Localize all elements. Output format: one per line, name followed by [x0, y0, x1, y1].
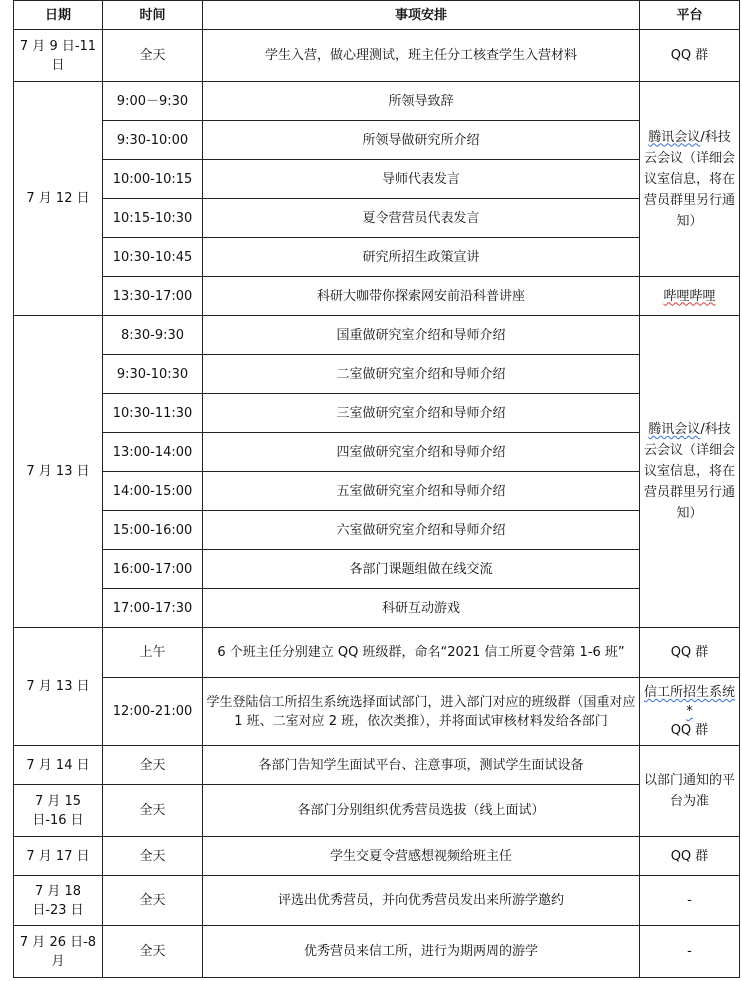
time-cell: 上午: [103, 628, 203, 678]
header-time: 时间: [103, 1, 203, 30]
event-cell: 6 个班主任分别建立 QQ 班级群，命名“2021 信工所夏令营第 1-6 班”: [203, 628, 640, 678]
platform-cell: [640, 277, 740, 316]
event-cell: 科研互动游戏: [203, 589, 640, 628]
platform-bilibili: 哔哩哔哩: [663, 288, 716, 304]
platform-meeting-name: 腾讯会议: [648, 422, 701, 437]
time-cell: 全天: [103, 746, 203, 785]
time-cell: 全天: [103, 30, 203, 82]
platform-recruit-system: 信工所招生系统*: [643, 685, 735, 719]
event-cell: 夏令营营员代表发言: [203, 199, 640, 238]
date-cell: 7 月 9 日-11 日: [14, 30, 103, 82]
platform-cell: [640, 316, 740, 628]
time-cell: 13:30-17:00: [103, 277, 203, 316]
time-cell: 8:30-9:30: [103, 316, 203, 355]
platform-qq: QQ 群: [670, 723, 709, 738]
date-cell: 7 月 26 日-8 月: [14, 926, 103, 978]
table-row: [14, 160, 740, 199]
table-row: [14, 394, 740, 433]
event-cell: 优秀营员来信工所，进行为期两周的游学: [203, 926, 640, 978]
event-cell: 所领导做研究所介绍: [203, 121, 640, 160]
table-row: [14, 511, 740, 550]
table-header-row: [14, 1, 740, 30]
schedule-table: [13, 0, 740, 978]
table-row: [14, 472, 740, 511]
time-cell: 16:00-17:00: [103, 550, 203, 589]
table-row: [14, 837, 740, 876]
event-cell: 所领导致辞: [203, 82, 640, 121]
event-cell: 各部门分别组织优秀营员选拔（线上面试）: [203, 785, 640, 837]
header-date: 日期: [14, 1, 103, 30]
date-cell: 7 月 13 日: [14, 316, 103, 628]
table-row: [14, 589, 740, 628]
event-cell: 导师代表发言: [203, 160, 640, 199]
platform-cell: QQ 群: [640, 628, 740, 678]
platform-meeting-detail: /科技云会议（详细会议室信息，将在营员群里另行通知）: [643, 422, 735, 521]
platform-meeting-name: 腾讯会议: [648, 129, 701, 145]
date-cell: 7 月 13 日: [14, 628, 103, 746]
date-cell: 7 月 15 日-16 日: [14, 785, 103, 837]
table-row: [14, 121, 740, 160]
time-cell: 14:00-15:00: [103, 472, 203, 511]
event-cell: 六室做研究室介绍和导师介绍: [203, 511, 640, 550]
time-cell: 10:30-11:30: [103, 394, 203, 433]
table-row: [14, 82, 740, 121]
table-row: [14, 238, 740, 277]
platform-cell: 以部门通知的平台为准: [640, 746, 740, 837]
time-cell: 15:00-16:00: [103, 511, 203, 550]
event-cell: 四室做研究室介绍和导师介绍: [203, 433, 640, 472]
time-cell: 全天: [103, 785, 203, 837]
table-row: [14, 550, 740, 589]
event-cell: 三室做研究室介绍和导师介绍: [203, 394, 640, 433]
event-cell: 各部门课题组做在线交流: [203, 550, 640, 589]
platform-cell: QQ 群: [640, 30, 740, 82]
event-cell: 五室做研究室介绍和导师介绍: [203, 472, 640, 511]
time-cell: 9:30-10:30: [103, 355, 203, 394]
date-cell: 7 月 18 日-23 日: [14, 876, 103, 926]
event-cell: 研究所招生政策宣讲: [203, 238, 640, 277]
date-cell: 7 月 12 日: [14, 82, 103, 316]
table-row: [14, 277, 740, 316]
event-cell: 学生登陆信工所招生系统选择面试部门，进入部门对应的班级群（国重对应 1 班、二室对应 2 班，依次类推），并将面试审核材料发给各部门: [203, 678, 640, 746]
event-cell: 评选出优秀营员，并向优秀营员发出来所游学邀约: [203, 876, 640, 926]
date-cell: 7 月 14 日: [14, 746, 103, 785]
platform-cell: [640, 82, 740, 277]
table-row: [14, 316, 740, 355]
event-cell: 二室做研究室介绍和导师介绍: [203, 355, 640, 394]
header-platform: 平台: [640, 1, 740, 30]
header-event: 事项安排: [203, 1, 640, 30]
time-cell: 全天: [103, 837, 203, 876]
platform-meeting-detail: /科技云会议（详细会议室信息，将在营员群里另行通知）: [643, 129, 735, 229]
event-cell: 学生入营，做心理测试，班主任分工核查学生入营材料: [203, 30, 640, 82]
platform-cell: -: [640, 876, 740, 926]
table-row: [14, 876, 740, 926]
event-cell: 学生交夏令营感想视频给班主任: [203, 837, 640, 876]
time-cell: 12:00-21:00: [103, 678, 203, 746]
table-row: [14, 30, 740, 82]
time-cell: 17:00-17:30: [103, 589, 203, 628]
table-row: [14, 785, 740, 837]
table-row: [14, 746, 740, 785]
time-cell: 13:00-14:00: [103, 433, 203, 472]
platform-cell: QQ 群: [640, 837, 740, 876]
table-row: [14, 433, 740, 472]
table-row: [14, 926, 740, 978]
platform-cell: [640, 678, 740, 746]
time-cell: 10:15-10:30: [103, 199, 203, 238]
event-cell: 各部门告知学生面试平台、注意事项，测试学生面试设备: [203, 746, 640, 785]
event-cell: 科研大咖带你探索网安前沿科普讲座: [203, 277, 640, 316]
platform-cell: -: [640, 926, 740, 978]
table-row: [14, 199, 740, 238]
time-cell: 9:00－9:30: [103, 82, 203, 121]
time-cell: 10:30-10:45: [103, 238, 203, 277]
time-cell: 9:30-10:00: [103, 121, 203, 160]
date-cell: 7 月 17 日: [14, 837, 103, 876]
table-row: [14, 355, 740, 394]
table-row: [14, 678, 740, 746]
time-cell: 全天: [103, 926, 203, 978]
event-cell: 国重做研究室介绍和导师介绍: [203, 316, 640, 355]
table-row: [14, 628, 740, 678]
time-cell: 10:00-10:15: [103, 160, 203, 199]
time-cell: 全天: [103, 876, 203, 926]
